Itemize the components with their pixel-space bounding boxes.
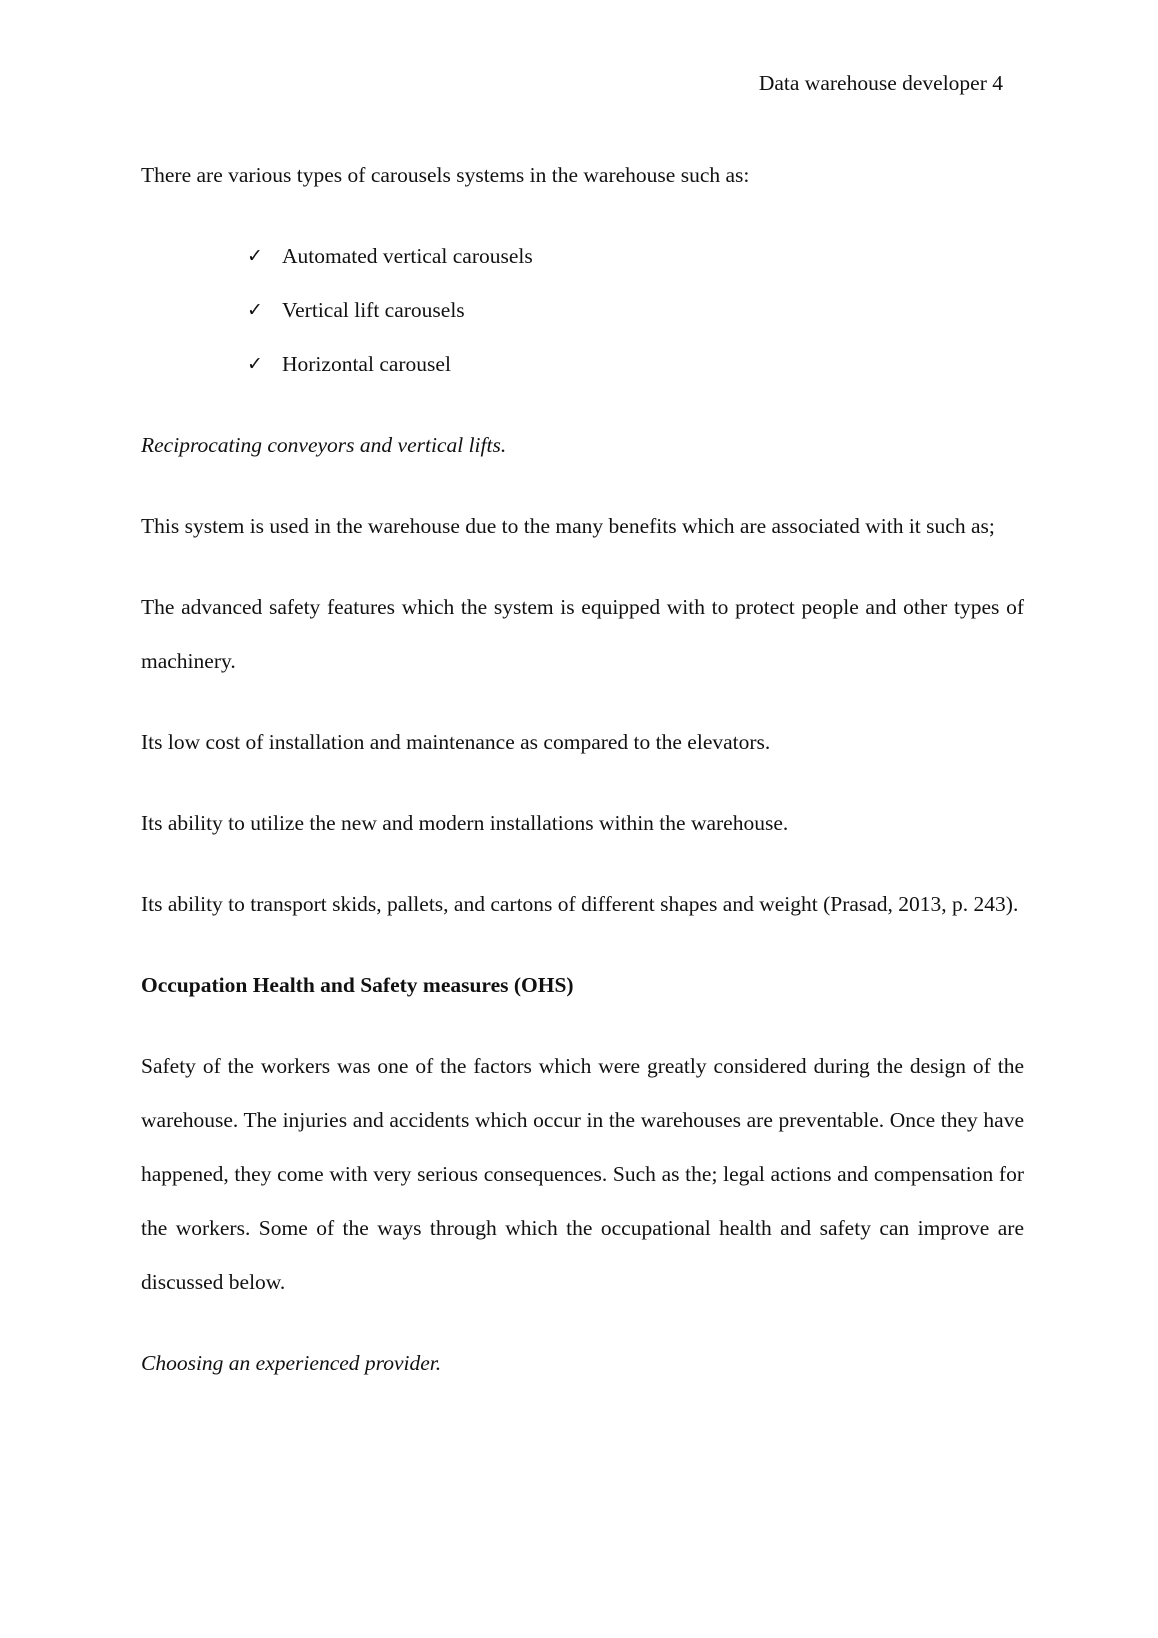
subheading-provider: Choosing an experienced provider.	[141, 1351, 442, 1375]
list-item-label: Automated vertical carousels	[282, 244, 533, 268]
list-item-label: Vertical lift carousels	[282, 298, 465, 322]
paragraph-benefits-intro: This system is used in the warehouse due to the many benefits which are associated with it such as;	[141, 514, 995, 538]
list-item-label: Horizontal carousel	[282, 352, 451, 376]
running-head: Data warehouse developer 4	[758, 71, 1003, 95]
subheading-conveyors: Reciprocating conveyors and vertical lifts.	[141, 433, 507, 457]
paragraph-low-cost: Its low cost of installation and maintenance as compared to the elevators.	[141, 730, 771, 754]
paragraph-modern-installations: Its ability to utilize the new and modern installations within the warehouse.	[141, 811, 789, 835]
paragraph-safety-features: The advanced safety features which the system is equipped with to protect people and other types of machinery.	[141, 595, 1024, 673]
document-body	[141, 148, 1024, 1390]
check-icon: ✓	[247, 245, 263, 267]
intro-paragraph: There are various types of carousels systems in the warehouse such as:	[141, 163, 750, 187]
carousel-types-list	[141, 229, 1024, 391]
list-item	[141, 229, 1024, 283]
check-icon: ✓	[247, 353, 263, 375]
list-item	[141, 337, 1024, 391]
list-item	[141, 283, 1024, 337]
heading-ohs: Occupation Health and Safety measures (OHS)	[141, 973, 574, 997]
paragraph-transport: Its ability to transport skids, pallets, and cartons of different shapes and weight (Prasad, 2013, p. 243).	[141, 892, 1019, 916]
paragraph-ohs: Safety of the workers was one of the factors which were greatly considered during the design of the warehouse. The injuries and accidents which occur in the warehouses are preventable. Once they have happened, they come with very serious consequences. Such as the; legal actions and compensation for the workers. Some of the ways through which the occupational health and safety can improve are discussed below.	[141, 1054, 1024, 1294]
check-icon: ✓	[247, 299, 263, 321]
